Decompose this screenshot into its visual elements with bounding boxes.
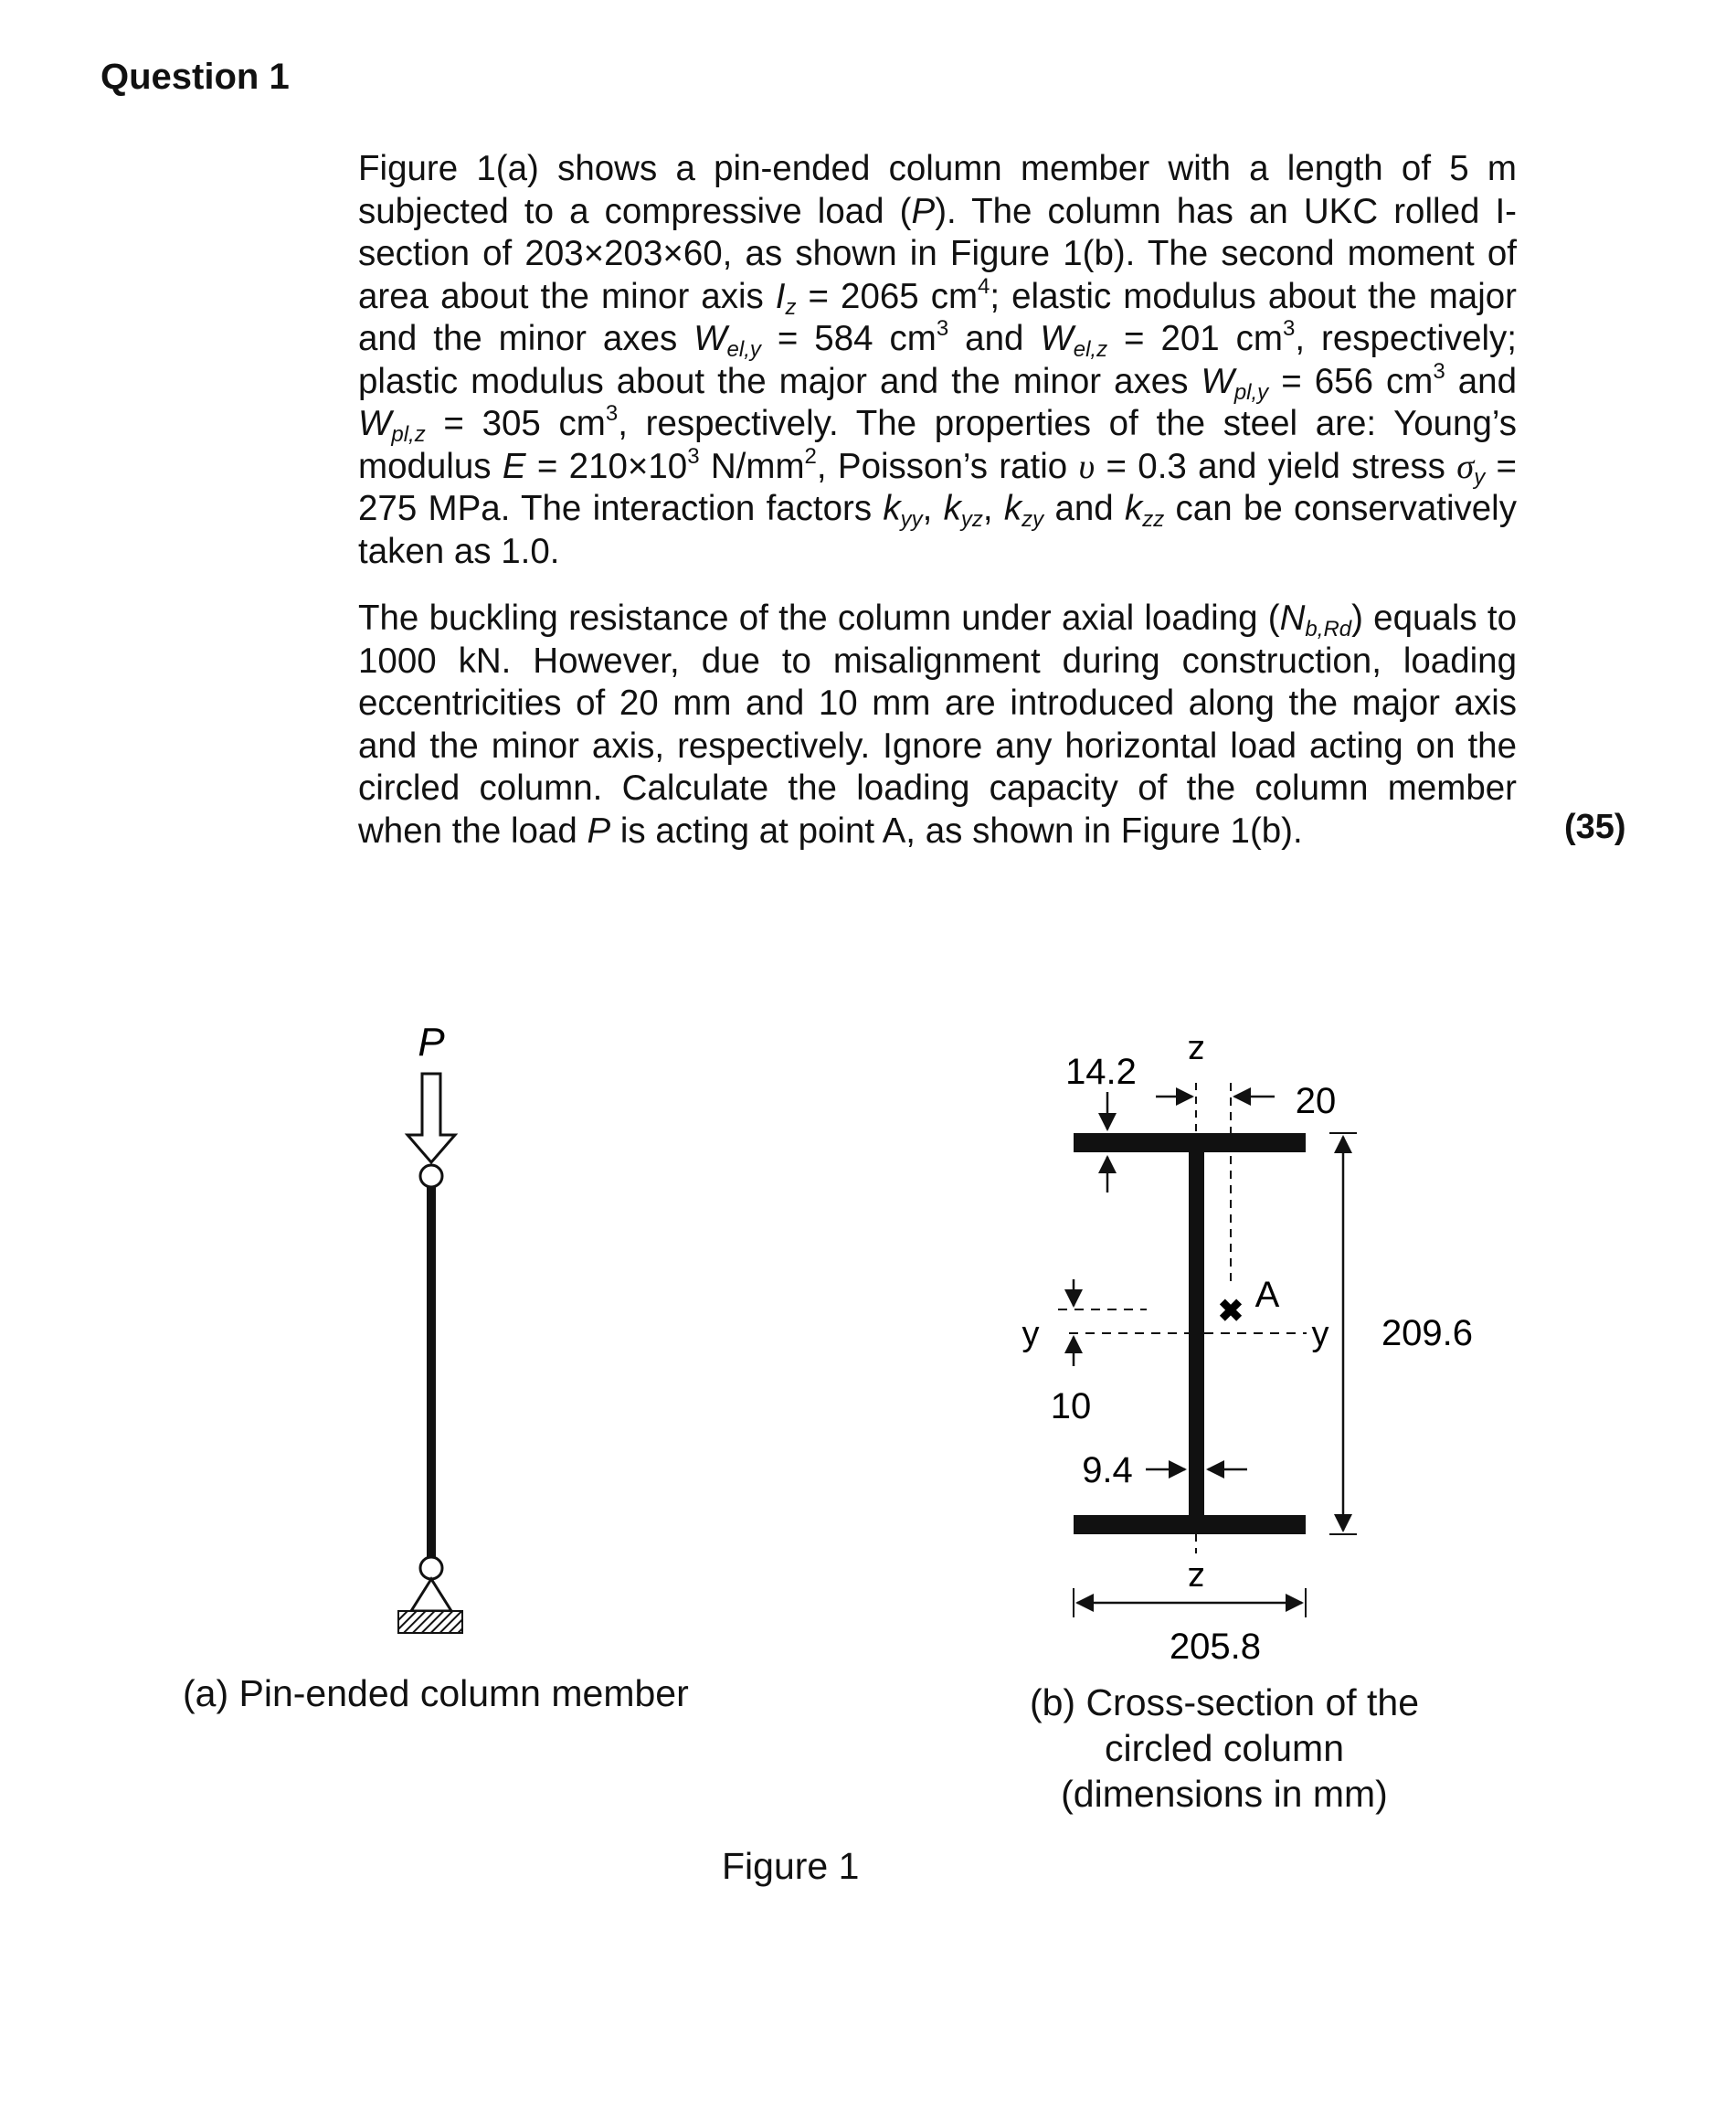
point-a-marker: ✖ bbox=[1217, 1294, 1244, 1329]
figure-b-caption bbox=[1005, 1680, 1444, 1817]
question-title: Question 1 bbox=[101, 57, 290, 97]
i-section-diagram bbox=[1022, 1033, 1474, 1667]
question-marks: (35) bbox=[1564, 808, 1626, 846]
figure-b-caption-line-2: circled column bbox=[1104, 1727, 1345, 1769]
top-pin bbox=[420, 1165, 442, 1187]
point-a-label: A bbox=[1254, 1275, 1280, 1315]
figure-b-caption-line-1: (b) Cross-section of the bbox=[1029, 1681, 1420, 1723]
y-axis-label-right: y bbox=[1311, 1315, 1329, 1353]
column-diagram bbox=[398, 1020, 462, 1633]
web bbox=[1189, 1152, 1204, 1515]
load-label-p: P bbox=[418, 1020, 445, 1065]
bottom-pin bbox=[420, 1557, 442, 1579]
pin-support bbox=[411, 1579, 451, 1611]
figure-label: Figure 1 bbox=[722, 1845, 860, 1887]
ecc-minor-label: 10 bbox=[1050, 1386, 1092, 1426]
load-arrow bbox=[408, 1074, 455, 1162]
bottom-flange bbox=[1074, 1515, 1306, 1534]
question-paragraph-1: Figure 1(a) shows a pin-ended column member with a length of 5 m subjected to a compressive load (P). The column has an UKC rolled I-section of 203×203×60, as shown in Figure 1(b). The second moment of area about the minor axis $I_z = 2065$ $cm^4$; elastic modulus about the major and the minor axes $W_{el,y} = 584$ $cm^3$ and $W_{el,z} = 201$ $cm^3$, respectively; plastic modulus about the major and the minor axes $W_{pl,y} = 656$ $cm^3$ and $W_{pl,z} = 305$ $cm^3$, respectively. The properties of the steel are: Young’s modulus $E = 210\times 10^3$ $N/mm^2$, Poisson’s ratio υ = 0.3 and yield stress $\sigma_y = 275$ MPa. The interaction factors $k_{yy}$, $k_{yz}$, $k_{zy}$ and $k_{zz}$ can be conservatively taken as 1.0. bbox=[358, 149, 1518, 571]
depth-label: 209.6 bbox=[1381, 1313, 1474, 1353]
ground-hatch bbox=[398, 1611, 462, 1633]
z-axis-label-bottom: z bbox=[1187, 1560, 1205, 1598]
z-axis-label-top: z bbox=[1187, 1033, 1205, 1071]
web-thickness-label: 9.4 bbox=[1082, 1450, 1133, 1490]
top-flange bbox=[1074, 1133, 1306, 1152]
figure-b-caption-line-3: (dimensions in mm) bbox=[1061, 1773, 1388, 1815]
y-axis-label-left: y bbox=[1021, 1315, 1040, 1353]
figure-a-caption: (a) Pin-ended column member bbox=[183, 1672, 689, 1714]
width-label: 205.8 bbox=[1169, 1627, 1262, 1667]
flange-thickness-label: 14.2 bbox=[1065, 1052, 1137, 1092]
question-paragraph-2: The buckling resistance of the column under axial loading $(N_{b,Rd})$ equals to 1000 kN. However, due to misalignment during construction, loading eccentricities of 20 mm and 10 mm are introduced along the major axis and the minor axis, respectively. Ignore any horizontal load acting on the circled column. Calculate the loading capacity of the column member when the load P is acting at point A, as shown in Figure 1(b). bbox=[358, 599, 1517, 851]
ecc-major-label: 20 bbox=[1295, 1081, 1337, 1121]
